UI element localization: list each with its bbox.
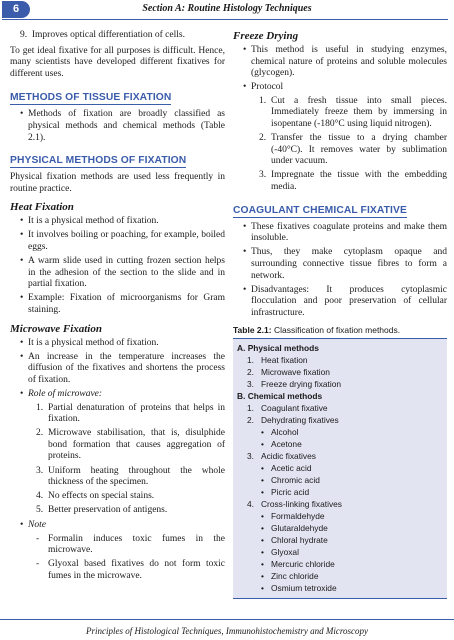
- left-column: [10, 30, 225, 585]
- list-item: • This method is useful in studying enzymes, chemical nature of proteins and soluble molecules (glycogen).: [243, 45, 447, 80]
- list-item: • Disadvantages: It produces cytoplasmic flocculation and poor preservation of cellular infrastructure.: [243, 285, 447, 320]
- table-row: 2. Microwave fixation: [247, 367, 330, 378]
- list-item: [243, 82, 447, 193]
- coagulant-list: [233, 222, 447, 320]
- list-item: 4. No effects on special stains.: [36, 491, 155, 502]
- methods-heading: METHODS OF TISSUE FIXATION: [10, 92, 172, 104]
- table-row: • Chromic acid: [237, 474, 443, 486]
- table-row: 3. Freeze drying fixation: [247, 379, 342, 390]
- table-row: 2. Dehydrating fixatives: [247, 415, 339, 426]
- protocol-label: Protocol: [251, 82, 284, 93]
- list-item: 5. Better preservation of antigens.: [36, 505, 168, 516]
- list-item: • Thus, they make cytoplasm opaque and surrounding connective tissue fibres to form a network.: [243, 247, 447, 282]
- heat-heading: Heat Fixation: [10, 201, 74, 214]
- table-row: 4. Cross-linking fixatives: [247, 499, 342, 510]
- list-item: • It is a physical method of fixation.: [20, 216, 225, 228]
- microwave-heading: Microwave Fixation: [10, 322, 102, 335]
- table-row: • Formaldehyde: [237, 510, 443, 522]
- list-item: 3. Impregnate the tissue with the embedding media.: [259, 170, 447, 193]
- list-item: • A warm slide used in cutting frozen section helps in the adhesion of the section to the slide and in partial fixation.: [20, 256, 225, 291]
- table-row: • Glyoxal: [237, 546, 443, 558]
- microwave-list: [10, 338, 225, 583]
- table-row: • Acetic acid: [237, 462, 443, 474]
- coagulant-heading: COAGULANT CHEMICAL FIXATIVE: [233, 204, 407, 216]
- right-column: [233, 30, 447, 599]
- table-caption: [233, 325, 447, 335]
- list-item: 2. Transfer the tissue to a drying chamber (-40°C). It removes water by sublimation under vacuum.: [259, 133, 447, 167]
- list-item: • Methods of fixation are broadly classified as physical methods and chemical methods (Table 2.1).: [20, 109, 225, 144]
- list-item: • It involves boiling or poaching, for example, boiled eggs.: [20, 230, 225, 253]
- table-row: • Zinc chloride: [237, 570, 443, 582]
- table-row: • Glutaraldehyde: [237, 522, 443, 534]
- note-list: [28, 534, 225, 583]
- footer-rule: [0, 619, 454, 620]
- intro-paragraph: To get ideal fixative for all purposes is difficult. Hence, many scientists have developed different fixatives for different uses.: [10, 45, 225, 79]
- table-row: • Osmium tetroxide: [237, 582, 443, 594]
- running-head: Section A: Routine Histology Techniques: [142, 3, 312, 14]
- table-row: • Picric acid: [237, 486, 443, 498]
- classification-table: [233, 338, 447, 599]
- list-item: • An increase in the temperature increases the diffusion of the fixatives and shortens the process of fixation.: [20, 352, 225, 387]
- list-item: 1. Cut a fresh tissue into small pieces. Immediately freeze them by immersing in isopentane (-180°C using liquid nitrogen).: [259, 95, 447, 130]
- page-footer: Principles of Histological Techniques, Immunohistochemistry and Microscopy: [85, 626, 369, 636]
- table-group-b: B. Chemical methods: [237, 391, 323, 402]
- table-row: 3. Acidic fixatives: [247, 451, 316, 462]
- list-item: • It is a physical method of fixation.: [20, 338, 225, 350]
- freeze-heading: Freeze Drying: [233, 30, 299, 42]
- methods-list: [10, 109, 225, 144]
- header-rule: [2, 19, 448, 20]
- list-item: 2. Microwave stabilisation, that is, disulphide bond formation that causes aggregation of proteins.: [36, 428, 225, 462]
- heat-list: [10, 216, 225, 316]
- physical-heading: PHYSICAL METHODS OF FIXATION: [10, 155, 187, 167]
- table-label: Table 2.1:: [233, 325, 272, 336]
- table-caption-text: Classification of fixation methods.: [273, 325, 401, 336]
- list-item: 1. Partial denaturation of proteins that helps in fixation.: [36, 402, 225, 425]
- protocol-list: [251, 96, 447, 194]
- list-item: [20, 389, 225, 517]
- physical-paragraph: Physical fixation methods are used less frequently in routine practice.: [10, 172, 225, 194]
- freeze-list: [233, 45, 447, 194]
- table-row: • Chloral hydrate: [237, 534, 443, 546]
- role-list: [28, 403, 225, 517]
- role-label: Role of microwave:: [28, 388, 103, 399]
- table-row: • Alcohol: [237, 426, 443, 438]
- table-row: • Acetone: [237, 438, 443, 450]
- table-group-a: A. Physical methods: [237, 343, 319, 354]
- list-item: [20, 520, 225, 582]
- page-number: 6: [2, 1, 30, 18]
- list-item: • Example: Fixation of microorganisms for Gram staining.: [20, 293, 225, 316]
- table-row: 1. Coagulant fixative: [247, 403, 328, 414]
- list-item: - Glyoxal based fixatives do not form toxic fumes in the microwave.: [36, 559, 225, 582]
- list-item: • These fixatives coagulate proteins and make them insoluble.: [243, 222, 447, 245]
- list-item: - Formalin induces toxic fumes in the microwave.: [36, 534, 225, 557]
- list-item-9: 9. Improves optical differentiation of cells.: [20, 30, 185, 40]
- table-row: 1. Heat fixation: [247, 355, 308, 366]
- note-label: Note: [28, 519, 46, 530]
- list-item: 3. Uniform heating throughout the whole thickness of the specimen.: [36, 465, 225, 488]
- page-header: [0, 0, 454, 20]
- table-row: • Mercuric chloride: [237, 558, 443, 570]
